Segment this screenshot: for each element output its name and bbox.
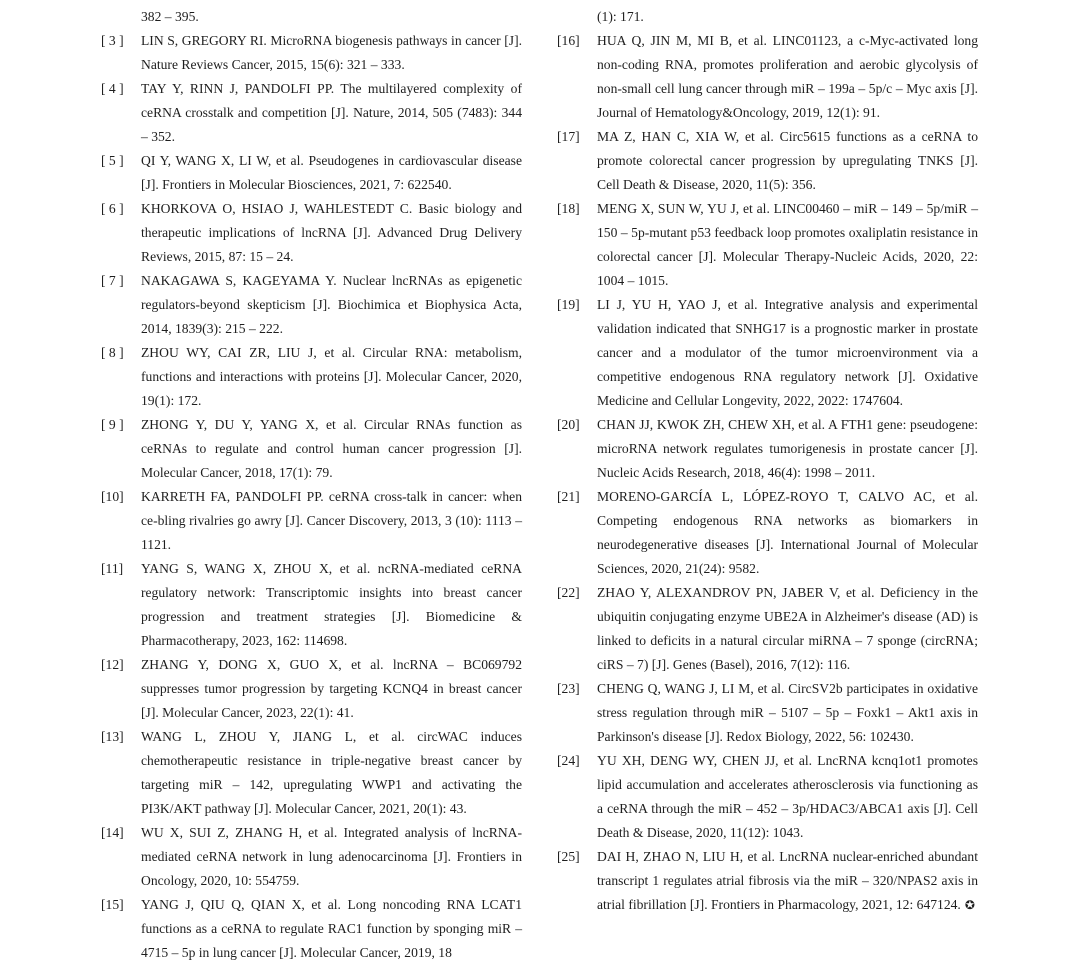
reference-number: [19] [557,297,580,312]
reference-number: [ 9 ] [101,417,124,432]
reference-number: [16] [557,33,580,48]
reference-entry [101,341,522,413]
reference-entry [101,413,522,485]
reference-text: NAKAGAWA S, KAGEYAMA Y. Nuclear lncRNAs as epigenetic regulators-beyond skepticism [J]. Biochimica et Biophysica Acta, 2014, 1839(3): 215 – 222. [141,273,522,336]
reference-entry [557,197,978,293]
reference-entry [101,725,522,821]
reference-continuation: 382 – 395. [141,9,199,24]
reference-text: WANG L, ZHOU Y, JIANG L, et al. circWAC induces chemotherapeutic resistance in triple-negative breast cancer by targeting miR – 142, upregulating WWP1 and activating the PI3K/AKT pathway [J]. Molecular Cancer, 2021, 20(1): 43. [141,729,522,816]
reference-text: ZHOU WY, CAI ZR, LIU J, et al. Circular RNA: metabolism, functions and interactions with proteins [J]. Molecular Cancer, 2020, 19(1): 172. [141,345,522,408]
reference-entry [557,125,978,197]
reference-text: KARRETH FA, PANDOLFI PP. ceRNA cross-talk in cancer: when ce-bling rivalries go awry [J]. Cancer Discovery, 2013, 3 (10): 1113 – 1121. [141,489,522,552]
reference-entry [101,653,522,725]
reference-continuation: (1): 171. [597,9,644,24]
reference-text: QI Y, WANG X, LI W, et al. Pseudogenes in cardiovascular disease [J]. Frontiers in Molecular Biosciences, 2021, 7: 622540. [141,153,522,192]
reference-text: CHAN JJ, KWOK ZH, CHEW XH, et al. A FTH1 gene: pseudogene: microRNA network regulates tumorigenesis in prostate cancer [J]. Nucleic Acids Research, 2018, 46(4): 1998 – 2011. [597,417,978,480]
reference-number: [11] [101,561,124,576]
reference-number: [17] [557,129,580,144]
reference-text: KHORKOVA O, HSIAO J, WAHLESTEDT C. Basic biology and therapeutic implications of lncRNA [J]. Advanced Drug Delivery Reviews, 2015, 87: 15 – 24. [141,201,522,264]
end-of-article-icon: ✪ [964,898,975,912]
reference-text: MORENO-GARCÍA L, LÓPEZ-ROYO T, CALVO AC, et al. Competing endogenous RNA networks as biomarkers in neurodegenerative diseases [J]. International Journal of Molecular Sciences, 2020, 21(24): 9582. [597,489,978,576]
reference-entry [101,821,522,893]
reference-entry [557,845,978,917]
reference-list [101,29,522,965]
reference-number: [23] [557,681,580,696]
reference-entry [557,749,978,845]
reference-text: DAI H, ZHAO N, LIU H, et al. LncRNA nuclear-enriched abundant transcript 1 regulates atrial fibrosis via the miR – 320/NPAS2 axis in atrial fibrillation [J]. Frontiers in Pharmacology, 2021, 12: 647124. ✪ [597,845,978,917]
reference-entry [101,197,522,269]
reference-number: [18] [557,201,580,216]
reference-text: MA Z, HAN C, XIA W, et al. Circ5615 functions as a ceRNA to promote colorectal cancer progression by upregulating TNKS [J]. Cell Death & Disease, 2020, 11(5): 356. [597,129,978,192]
reference-text: WU X, SUI Z, ZHANG H, et al. Integrated analysis of lncRNA-mediated ceRNA network in lung adenocarcinoma [J]. Frontiers in Oncology, 2020, 10: 554759. [141,825,522,888]
reference-entry [557,29,978,125]
reference-number: [21] [557,489,580,504]
reference-number: [ 3 ] [101,33,124,48]
reference-number: [22] [557,585,580,600]
reference-text: YU XH, DENG WY, CHEN JJ, et al. LncRNA kcnq1ot1 promotes lipid accumulation and accelerates atherosclerosis via functioning as a ceRNA through the miR – 452 – 3p/HDAC3/ABCA1 axis [J]. Cell Death & Disease, 2020, 11(12): 1043. [597,753,978,840]
left-column [101,5,522,965]
reference-text: TAY Y, RINN J, PANDOLFI PP. The multilayered complexity of ceRNA crosstalk and competition [J]. Nature, 2014, 505 (7483): 344 – 352. [141,81,522,144]
reference-number: [ 6 ] [101,201,124,216]
reference-entry [101,77,522,149]
reference-number: [ 8 ] [101,345,124,360]
reference-entry [557,581,978,677]
reference-text: MENG X, SUN W, YU J, et al. LINC00460 – miR – 149 – 5p/miR – 150 – 5p-mutant p53 feedback loop promotes oxaliplatin resistance in colorectal cancer [J]. Molecular Therapy-Nucleic Acids, 2020, 22: 1004 – 1015. [597,201,978,288]
reference-text: LI J, YU H, YAO J, et al. Integrative analysis and experimental validation indicated that SNHG17 is a prognostic marker in prostate cancer and a modulator of the tumor microenvironment via a competitive endogenous RNA regulatory network [J]. Oxidative Medicine and Cellular Longevity, 2022, 2022: 1747604. [597,297,978,408]
reference-list [557,29,978,917]
reference-entry [101,557,522,653]
reference-entry [557,677,978,749]
reference-number: [25] [557,849,580,864]
reference-text: LIN S, GREGORY RI. MicroRNA biogenesis pathways in cancer [J]. Nature Reviews Cancer, 2015, 15(6): 321 – 333. [141,33,522,72]
reference-number: [ 7 ] [101,273,124,288]
reference-entry [101,269,522,341]
reference-entry [557,485,978,581]
reference-number: [13] [101,729,124,744]
reference-number: [10] [101,489,124,504]
reference-text: HUA Q, JIN M, MI B, et al. LINC01123, a c-Myc-activated long non-coding RNA, promotes proliferation and aerobic glycolysis of non-small cell lung cancer through miR – 199a – 5p/c – Myc axis [J]. Journal of Hematology&Oncology, 2019, 12(1): 91. [597,33,978,120]
reference-number: [ 5 ] [101,153,124,168]
reference-text: ZHONG Y, DU Y, YANG X, et al. Circular RNAs function as ceRNAs to regulate and control human cancer progression [J]. Molecular Cancer, 2018, 17(1): 79. [141,417,522,480]
reference-number: [14] [101,825,124,840]
reference-entry [101,29,522,77]
reference-text: CHENG Q, WANG J, LI M, et al. CircSV2b participates in oxidative stress regulation through miR – 5107 – 5p – Foxk1 – Akt1 axis in Parkinson's disease [J]. Redox Biology, 2022, 56: 102430. [597,681,978,744]
reference-entry [557,413,978,485]
reference-entry [101,485,522,557]
reference-text: ZHAO Y, ALEXANDROV PN, JABER V, et al. Deficiency in the ubiquitin conjugating enzyme UBE2A in Alzheimer's disease (AD) is linked to deficits in a natural circular miRNA – 7 sponge (circRNA; ciRS – 7) [J]. Genes (Basel), 2016, 7(12): 116. [597,585,978,672]
reference-number: [12] [101,657,124,672]
reference-entry [557,293,978,413]
reference-number: [24] [557,753,580,768]
reference-number: [ 4 ] [101,81,124,96]
reference-entry [101,893,522,965]
reference-text: YANG J, QIU Q, QIAN X, et al. Long noncoding RNA LCAT1 functions as a ceRNA to regulate RAC1 function by sponging miR – 4715 – 5p in lung cancer [J]. Molecular Cancer, 2019, 18 [141,897,522,960]
reference-number: [15] [101,897,124,912]
right-column [557,5,978,917]
reference-number: [20] [557,417,580,432]
reference-text: YANG S, WANG X, ZHOU X, et al. ncRNA-mediated ceRNA regulatory network: Transcriptomic insights into breast cancer progression and treatment strategies [J]. Biomedicine & Pharmacotherapy, 2023, 162: 114698. [141,561,522,648]
reference-text: ZHANG Y, DONG X, GUO X, et al. lncRNA – BC069792 suppresses tumor progression by targeting KCNQ4 in breast cancer [J]. Molecular Cancer, 2023, 22(1): 41. [141,657,522,720]
reference-entry [101,149,522,197]
